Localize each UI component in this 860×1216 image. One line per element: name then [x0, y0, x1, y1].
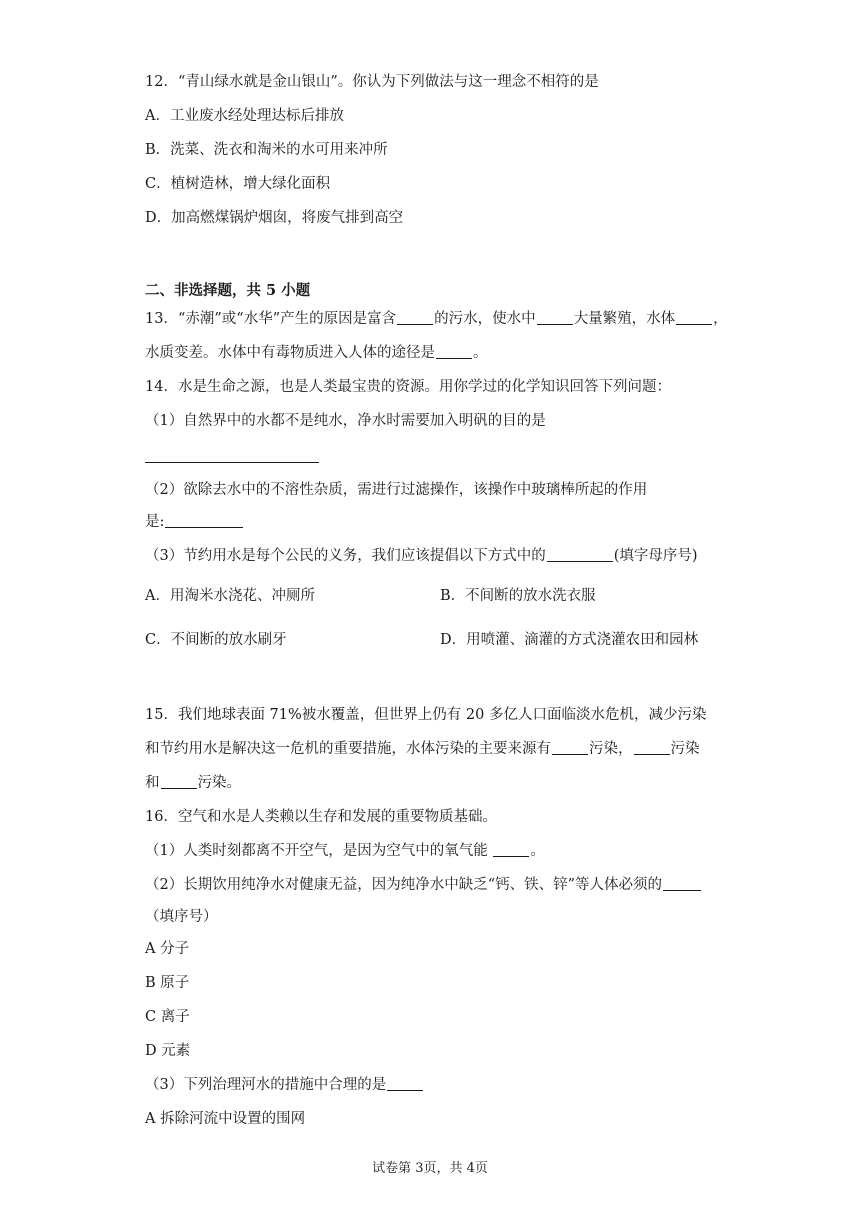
q13-text: 。	[473, 345, 488, 361]
answer-blank	[436, 343, 472, 359]
q13-text: 水质变差。水体中有毒物质进入人体的途径是	[145, 345, 435, 361]
q14-option-c: C．不间断的放水刷牙	[145, 632, 287, 648]
q15-text: 污染。	[197, 775, 241, 791]
answer-blank	[547, 546, 613, 562]
answer-blank	[387, 1075, 423, 1091]
q14-text: 是:	[145, 514, 165, 530]
q15-line1: 15．我们地球表面 71%被水覆盖，但世界上仍有 20 多亿人口面临淡水危机，减少污染	[145, 707, 707, 723]
q14-option-a: A．用淘米水浇花、冲厕所	[145, 588, 315, 604]
answer-blank	[634, 739, 670, 755]
answer-blank	[165, 512, 243, 528]
q16-option-a: A 分子	[145, 941, 190, 957]
q12-stem: 12．“青山绿水就是金山银山”。你认为下列做法与这一理念不相符的是	[145, 74, 599, 90]
q14-stem: 14．水是生命之源，也是人类最宝贵的资源。用你学过的化学知识回答下列问题：	[145, 379, 671, 395]
q16-sub2	[145, 875, 702, 895]
q15-text: 污染，	[589, 741, 633, 757]
q13-line2	[145, 343, 488, 363]
answer-blank	[161, 773, 197, 789]
section-heading: 二、非选择题，共 5 小题	[145, 282, 311, 299]
q14-option-b: B．不间断的放水洗衣服	[440, 588, 596, 604]
answer-blank	[676, 309, 712, 325]
q14-option-d: D．用喷灌、滴灌的方式浇灌农田和园林	[440, 632, 699, 648]
q14-sub2-answer	[145, 512, 244, 532]
q16-option-b: B 原子	[145, 975, 190, 991]
answer-blank	[552, 739, 588, 755]
q13-line1	[145, 309, 728, 329]
answer-line	[145, 462, 319, 463]
q14-sub3	[145, 546, 698, 566]
answer-blank	[397, 309, 433, 325]
q15-text: 和节约用水是解决这一危机的重要措施，水体污染的主要来源有	[145, 741, 551, 757]
q16-text: （3）下列治理河水的措施中合理的是	[145, 1077, 387, 1093]
q16-sub2-note: （填序号）	[145, 909, 218, 925]
answer-blank	[493, 841, 529, 857]
q14-sub2: （2）欲除去水中的不溶性杂质，需进行过滤操作，该操作中玻璃棒所起的作用	[145, 482, 648, 498]
q13-text: 大量繁殖，水体	[573, 311, 676, 327]
q15-text: 污染	[670, 741, 700, 757]
q16-sub1	[145, 841, 545, 861]
q16-text: 。	[530, 843, 545, 859]
q12-option-a: A．工业废水经处理达标后排放	[145, 108, 344, 124]
q16-text: （1）人类时刻都离不开空气，是因为空气中的氧气能	[145, 843, 493, 859]
page-footer: 试卷第 3页，共 4页	[372, 1161, 488, 1176]
q16-option-d: D 元素	[145, 1043, 191, 1059]
q12-option-d: D．加高燃煤锅炉烟囱，将废气排到高空	[145, 210, 404, 226]
answer-blank	[537, 309, 573, 325]
q12-option-b: B．洗菜、洗衣和淘米的水可用来冲所	[145, 142, 388, 158]
q16-text: （2）长期饮用纯净水对健康无益，因为纯净水中缺乏“钙、铁、锌”等人体必须的	[145, 877, 663, 893]
q15-text: 和	[145, 775, 160, 791]
q16-sub3	[145, 1075, 424, 1095]
q13-text: 13．“赤潮”或“水华”产生的原因是富含	[145, 311, 397, 327]
q14-text: (填字母序号)	[613, 548, 698, 564]
q14-text: （3）节约用水是每个公民的义务，我们应该提倡以下方式中的	[145, 548, 546, 564]
q12-option-c: C．植树造林，增大绿化面积	[145, 176, 331, 192]
q13-text: ，	[713, 311, 728, 327]
q15-line3	[145, 773, 241, 793]
q15-line2	[145, 739, 700, 759]
q16-option-c: C 离子	[145, 1009, 190, 1025]
q16-stem: 16．空气和水是人类赖以生存和发展的重要物质基础。	[145, 809, 497, 825]
q13-text: 的污水，使水中	[434, 311, 536, 327]
q14-sub1: （1）自然界中的水都不是纯水，净水时需要加入明矾的目的是	[145, 413, 546, 429]
answer-blank	[663, 875, 701, 891]
q16-sub3-option-a: A 拆除河流中设置的围网	[145, 1111, 306, 1127]
